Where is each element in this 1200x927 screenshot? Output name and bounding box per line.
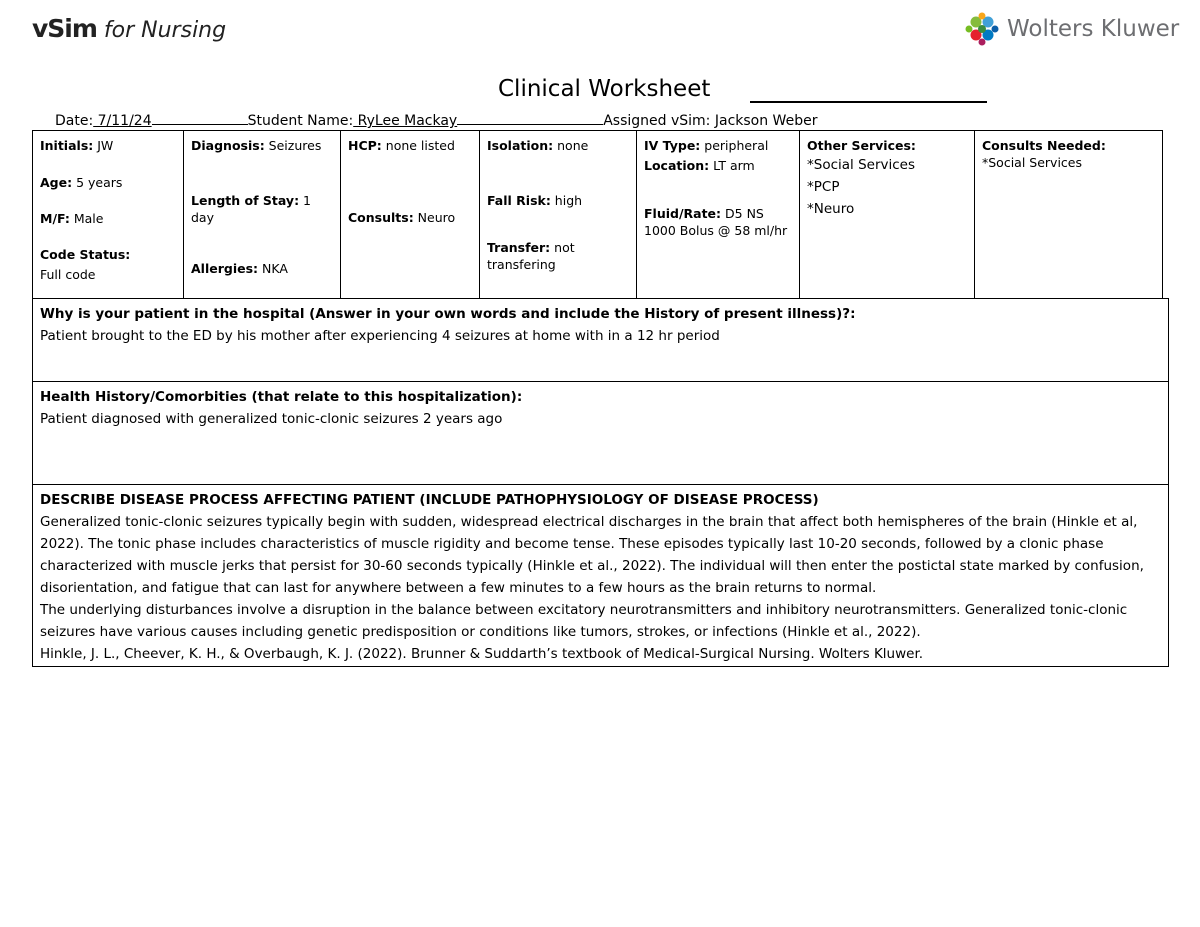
hcp-cell — [341, 131, 480, 299]
date-label: Date: — [55, 113, 94, 129]
patient-summary-table — [32, 130, 1163, 299]
patient-info-cell — [33, 131, 184, 299]
transfer-label: Transfer: — [487, 240, 551, 255]
other-service-item: *Neuro — [807, 201, 855, 217]
location-value: LT arm — [709, 158, 755, 173]
citation-text: Hinkle, J. L., Cheever, K. H., & Overbaugh, K. J. (2022). Brunner & Suddarth’s textbook of Medical-Surgical Nursing. Wolters Kluwer. — [40, 646, 924, 662]
page-title: Clinical Worksheet — [498, 76, 711, 102]
consults-needed-item: *Social Services — [982, 155, 1082, 170]
initials-label: Initials: — [40, 138, 94, 153]
reason-heading: Why is your patient in the hospital (Answer in your own words and include the History of present illness)?: — [40, 306, 856, 322]
other-service-item: *PCP — [807, 179, 840, 195]
sex-value: Male — [69, 211, 104, 226]
isolation-label: Isolation: — [487, 138, 554, 153]
fluid-rate-value: D5 NS 1000 Bolus @ 58 ml/hr — [644, 206, 788, 238]
hcp-label: HCP: — [348, 138, 382, 153]
diagnosis-cell — [184, 131, 341, 299]
fall-risk-value: high — [550, 193, 583, 208]
iv-type-label: IV Type: — [644, 138, 701, 153]
iv-cell — [637, 131, 800, 299]
wolters-kluwer-logo — [965, 12, 1179, 46]
hcp-value: none listed — [381, 138, 455, 153]
date-value: 7/11/24 — [93, 113, 152, 129]
consults-needed-label: Consults Needed: — [982, 138, 1106, 153]
length-of-stay-value: 1 day — [191, 193, 312, 225]
code-status-label: Code Status: — [40, 247, 131, 262]
vsim-logo-mark: vSim — [32, 14, 97, 43]
isolation-cell — [480, 131, 637, 299]
student-name-label: Student Name: — [247, 113, 354, 129]
health-history-text: Patient diagnosed with generalized tonic-clonic seizures 2 years ago — [40, 411, 503, 427]
code-status-value: Full code — [40, 267, 96, 282]
fall-risk-label: Fall Risk: — [487, 193, 551, 208]
consults-needed-cell — [975, 131, 1163, 299]
health-history-heading: Health History/Comorbities (that relate to this hospitalization): — [40, 389, 523, 405]
initials-value: JW — [93, 138, 114, 153]
allergies-label: Allergies: — [191, 261, 259, 276]
diagnosis-label: Diagnosis: — [191, 138, 265, 153]
location-label: Location: — [644, 158, 710, 173]
age-value: 5 years — [72, 175, 123, 190]
wolters-kluwer-text: Wolters Kluwer — [1007, 16, 1180, 42]
consults-label: Consults: — [348, 210, 414, 225]
student-name-value: RyLee Mackay — [353, 113, 458, 129]
vsim-logo — [32, 14, 226, 43]
disease-process-section — [32, 484, 1169, 667]
age-label: Age: — [40, 175, 73, 190]
disease-process-paragraph: The underlying disturbances involve a disruption in the balance between excitatory neurotransmitters and inhibitory neurotransmitters. Generalized tonic-clonic seizures have various causes including genetic predisposition or conditions like tumors, strokes, or infections (Hinkle et al., 2022). — [40, 602, 1128, 640]
consults-value: Neuro — [413, 210, 456, 225]
length-of-stay-label: Length of Stay: — [191, 193, 300, 208]
assigned-vsim-value: Jackson Weber — [710, 113, 818, 129]
health-history-section — [32, 381, 1169, 485]
other-services-cell — [800, 131, 975, 299]
other-service-item: *Social Services — [807, 157, 915, 173]
diagnosis-value: Seizures — [264, 138, 322, 153]
reason-for-admission-section — [32, 298, 1169, 382]
other-services-label: Other Services: — [807, 138, 916, 153]
sex-label: M/F: — [40, 211, 70, 226]
date-blank — [152, 112, 248, 125]
wolters-kluwer-icon — [965, 12, 999, 46]
student-blank — [457, 112, 603, 125]
isolation-value: none — [553, 138, 589, 153]
reason-text: Patient brought to the ED by his mother after experiencing 4 seizures at home with in a 12 hr period — [40, 328, 720, 344]
title-underline — [750, 101, 987, 103]
disease-process-heading: DESCRIBE DISEASE PROCESS AFFECTING PATIENT (INCLUDE PATHOPHYSIOLOGY OF DISEASE PROCESS) — [40, 492, 819, 508]
assigned-vsim-label: Assigned vSim: — [603, 113, 711, 129]
iv-type-value: peripheral — [700, 138, 769, 153]
header-row — [55, 112, 817, 129]
disease-process-paragraph: Generalized tonic-clonic seizures typically begin with sudden, widespread electrical discharges in the brain that affect both hemispheres of the brain (Hinkle et al, 2022). The tonic phase includes characteristics of muscle rigidity and become tense. These episodes typically last 10-20 seconds, followed by a clonic phase characterized with muscle jerks that persist for 30-60 seconds typically (Hinkle et al., 2022). The individual will then enter the postictal state marked by confusion, disorientation, and fatigue that can last for anywhere between a few minutes to a few hours as the brain returns to normal. — [40, 514, 1144, 596]
allergies-value: NKA — [258, 261, 288, 276]
transfer-value: not transfering — [487, 240, 575, 272]
vsim-logo-text: for Nursing — [96, 18, 227, 43]
fluid-rate-label: Fluid/Rate: — [644, 206, 722, 221]
